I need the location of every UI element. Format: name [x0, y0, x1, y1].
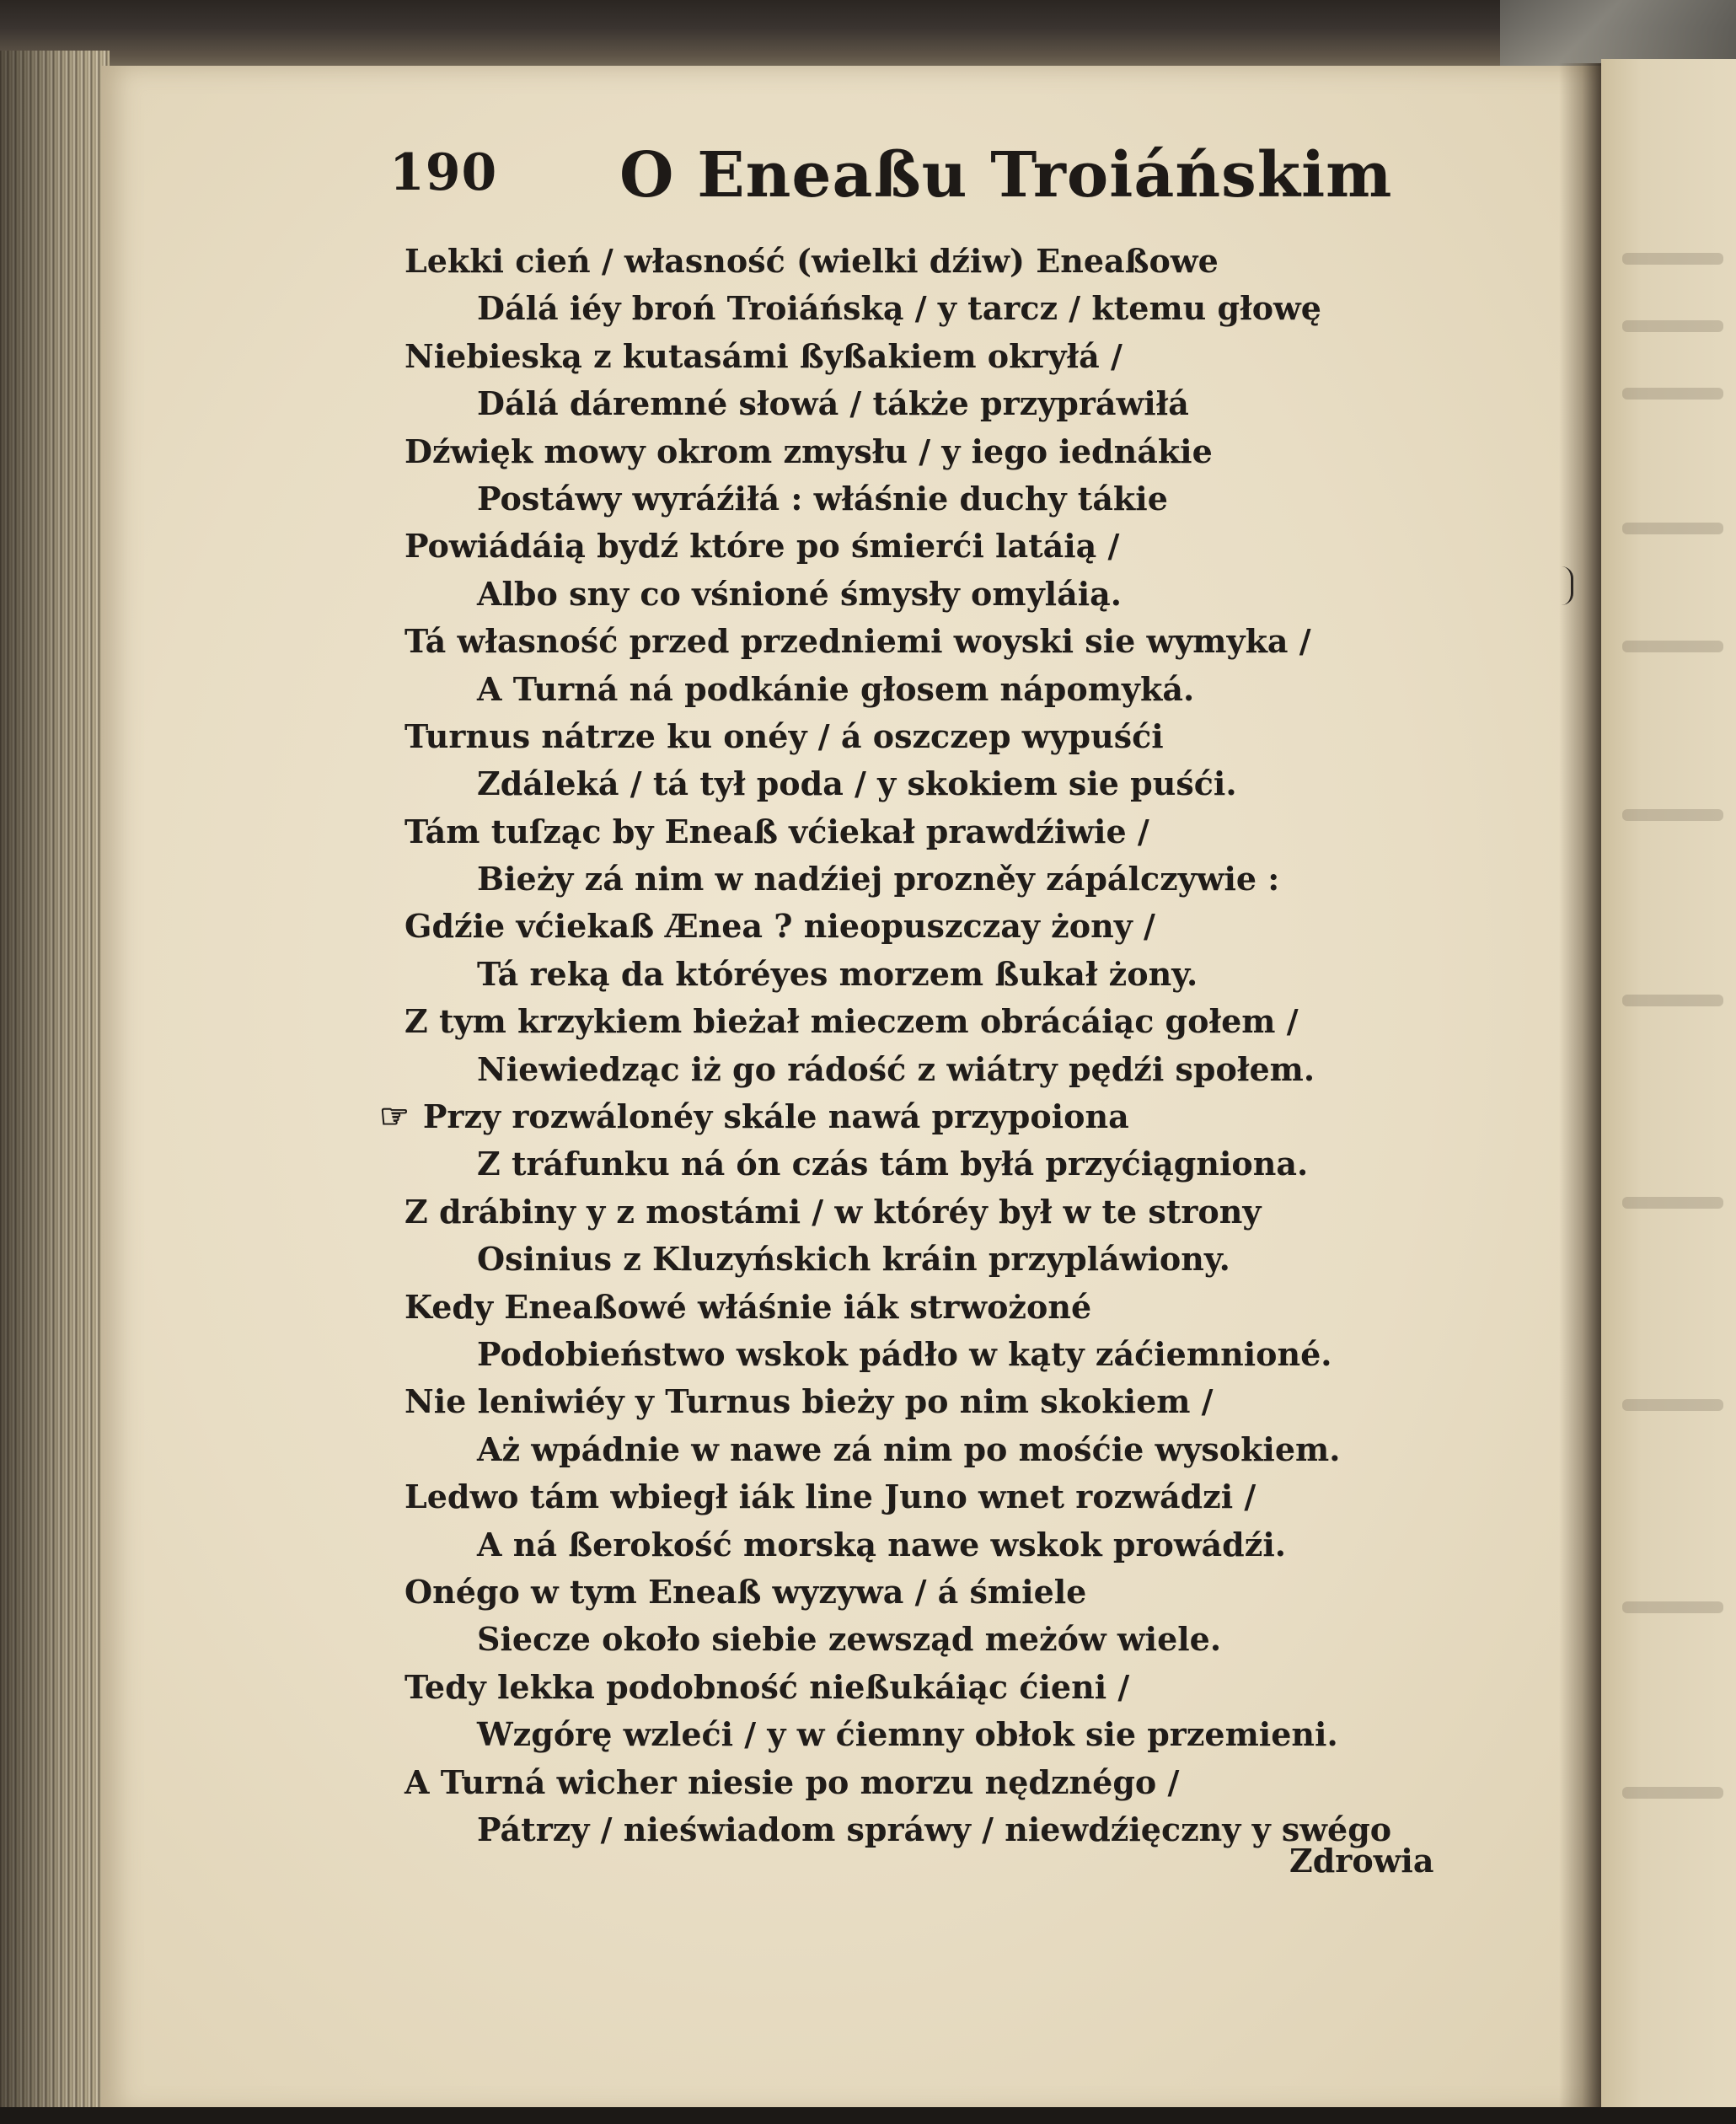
show-through-line [1622, 1787, 1723, 1799]
verse-line [405, 1426, 1500, 1473]
verse-text: Dźwięk mowy okrom zmysłu / y iego iednákie [405, 432, 1213, 470]
verse-line [405, 951, 1500, 998]
verse-text: Z tráfunku ná ón czás tám byłá przyćiągniona. [477, 1145, 1309, 1183]
verse-text: Kedy Eneaßowé włáśnie iák strwożoné [405, 1287, 1092, 1326]
show-through-line [1622, 1197, 1723, 1209]
verse-line [405, 1284, 1500, 1331]
verse-text: Lekki cień / własność (wielki dźiw) Eneaßowe [405, 242, 1219, 280]
verse-line [405, 475, 1500, 523]
show-through-line [1622, 1601, 1723, 1613]
verse-line [405, 618, 1500, 665]
page-edges-left [0, 51, 110, 2107]
verse-line [405, 1473, 1500, 1521]
verse-text: Aż wpádnie w nawe zá nim po mośćie wysokiem. [477, 1429, 1341, 1468]
verse-text: Gdźie vćiekaß Ænea ? nieopuszczay żony / [405, 907, 1155, 946]
verse-text: Z tym krzykiem bieżał mieczem obrácáiąc gołem / [405, 1002, 1299, 1041]
page-number: 190 [389, 143, 498, 202]
verse-text: Podobieństwo wskok pádło w kąty záćiemnioné. [477, 1334, 1332, 1373]
verse-line [405, 903, 1500, 950]
verse-text: Ledwo tám wbiegł iák line Juno wnet rozwádzi / [405, 1478, 1256, 1516]
verse-line [405, 380, 1500, 427]
verse-text: Niewiedząc iż go rádość z wiátry pędźi społem. [477, 1049, 1315, 1088]
verse-line [405, 428, 1500, 475]
verse-text: A ná ßerokość morską nawe wskok prowádźi. [477, 1525, 1286, 1564]
verse-line [405, 571, 1500, 618]
verse-text-block [379, 238, 1500, 1853]
verse-text: Osinius z Kluzyńskich kráin przypláwiony. [477, 1240, 1230, 1279]
verse-line [405, 713, 1500, 760]
verse-text: Postáwy wyráźiłá : włáśnie duchy tákie [477, 479, 1168, 518]
verse-text: Pátrzy / nieświadom spráwy / niewdźięczny y swégo [477, 1810, 1392, 1848]
verse-line [405, 238, 1500, 285]
verse-line [405, 523, 1500, 570]
show-through-line [1622, 809, 1723, 821]
show-through-line [1622, 995, 1723, 1006]
running-title: O Eneaßu Troiáńskim [619, 139, 1393, 212]
facing-page-edge [1601, 59, 1736, 2116]
verse-line [405, 998, 1500, 1045]
verse-text: A Turná ná podkánie głosem nápomyká. [477, 669, 1195, 708]
verse-line [405, 285, 1500, 332]
catchword: Zdrowia [1289, 1842, 1434, 1880]
verse-text: Bieży zá nim w nadźiej prozněy zápálczywie : [477, 860, 1280, 898]
verse-text: Tám tuſząc by Eneaß vćiekał prawdźiwie / [405, 812, 1149, 850]
verse-line [405, 333, 1500, 380]
verse-text: A Turná wicher niesie po morzu nędznégo / [405, 1762, 1180, 1801]
verse-text: Tá własność przed przedniemi woyski sie wymyka / [405, 622, 1311, 661]
verse-text: Tá reką da któréyes morzem ßukał żony. [477, 954, 1198, 993]
verse-line [405, 1664, 1500, 1711]
verse-line [405, 1378, 1500, 1425]
show-through-line [1622, 388, 1723, 400]
background-surface [0, 2107, 1736, 2124]
verse-text: Wzgórę wzleći / y w ćiemny obłok sie przemieni. [477, 1715, 1338, 1754]
verse-text: Z drábiny y z mostámi / w któréy był w te strony [405, 1192, 1262, 1231]
book-gutter [1559, 63, 1601, 2116]
margin-bracket-mark [1561, 566, 1573, 605]
verse-text: Albo sny co vśnioné śmysły omyláią. [477, 574, 1123, 613]
verse-line [379, 1093, 1500, 1140]
verse-text: Nie leniwiéy y Turnus bieży po nim skokiem / [405, 1382, 1214, 1421]
verse-text: Zdáleká / tá tył poda / y skokiem sie puśći. [477, 764, 1237, 803]
verse-text: Onégo w tym Eneaß wyzywa / á śmiele [405, 1572, 1087, 1611]
verse-text: Przy rozwálonéy skále nawá przypoiona [422, 1097, 1129, 1136]
verse-line [405, 856, 1500, 903]
show-through-line [1622, 320, 1723, 332]
show-through-line [1622, 253, 1723, 265]
verse-line [405, 760, 1500, 807]
cover-cloth [1500, 0, 1736, 67]
verse-line [405, 1046, 1500, 1093]
verse-line [405, 1569, 1500, 1616]
verse-line [405, 1711, 1500, 1758]
verse-text: Dálá iéy broń Troiáńską / y tarcz / ktemu głowę [477, 289, 1321, 328]
verse-line [405, 1140, 1500, 1188]
show-through-line [1622, 1399, 1723, 1411]
show-through-line [1622, 641, 1723, 652]
pointing-hand-icon: ☞ [379, 1097, 410, 1137]
verse-text: Dálá dáremné słowá / tákże przypráwiłá [477, 384, 1189, 423]
verse-line [405, 1236, 1500, 1283]
verse-line [405, 1521, 1500, 1569]
verse-text: Powiádáią bydź które po śmierći latáią / [405, 527, 1120, 566]
verse-line [405, 1759, 1500, 1806]
verse-line [405, 1616, 1500, 1663]
verse-line [405, 666, 1500, 713]
verse-line [405, 808, 1500, 856]
verse-line [405, 1331, 1500, 1378]
verse-text: Niebieską z kutasámi ßyßakiem okryłá / [405, 336, 1123, 375]
verse-text: Tedy lekka podobność nießukáiąc ćieni / [405, 1667, 1130, 1706]
verse-text: Turnus nátrze ku onéy / á oszczep wypuśći [405, 716, 1164, 755]
verse-line [405, 1188, 1500, 1236]
verse-text: Siecze około siebie zewsząd meżów wiele. [477, 1620, 1222, 1659]
show-through-line [1622, 523, 1723, 534]
